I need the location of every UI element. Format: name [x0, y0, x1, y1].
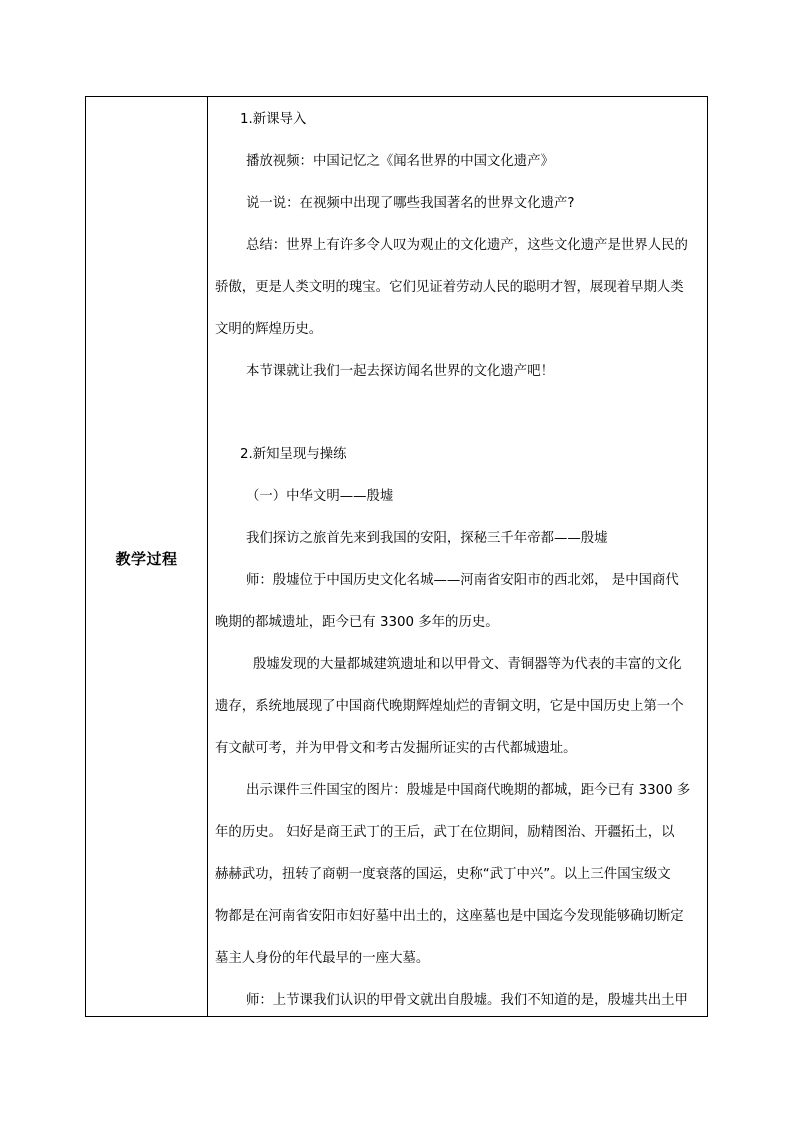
- lesson-table: [85, 96, 708, 1017]
- paragraph-line: 说一说：在视频中出现了哪些我国著名的世界文化遗产?: [246, 196, 575, 211]
- paragraph-line: 晚期的都城遗址，距今已有 3300 多年的历史。: [215, 615, 499, 630]
- paragraph-line: 赫赫武功，扭转了商朝一度衰落的国运，史称“武丁中兴”。以上三件国宝级文: [215, 867, 671, 882]
- paragraph-line: 师：殷墟位于中国历史文化名城——河南省安阳市的西北郊， 是中国商代: [246, 573, 679, 588]
- paragraph-line: 墓主人身份的年代最早的一座大墓。: [215, 951, 430, 966]
- paragraph-line: 我们探访之旅首先来到我国的安阳，探秘三千年帝都——殷墟: [246, 531, 608, 546]
- paragraph-line: 本节课就让我们一起去探访闻名世界的文化遗产吧！: [246, 364, 554, 379]
- paragraph-line: 年的历史。 妇好是商王武丁的王后，武丁在位期间，励精图治、开疆拓土，以: [215, 825, 675, 840]
- paragraph-line: 总结：世界上有许多令人叹为观止的文化遗产，这些文化遗产是世界人民的: [246, 238, 688, 253]
- paragraph-line: 骄傲，更是人类文明的瑰宝。它们见证着劳动人民的聪明才智，展现着早期人类: [215, 280, 684, 295]
- paragraph-line: 文明的辉煌历史。: [215, 322, 323, 337]
- heading-new-lesson: 1.新课导入: [240, 112, 307, 127]
- paragraph-line: 殷墟发现的大量都城建筑遗址和以甲骨文、青铜器等为代表的丰富的文化: [253, 657, 682, 672]
- label-cell: [86, 97, 208, 1016]
- paragraph-line: 物都是在河南省安阳市妇好墓中出土的，这座墓也是中国迄今发现能够确切断定: [215, 909, 684, 924]
- paragraph-line: 遗存，系统地展现了中国商代晚期辉煌灿烂的青铜文明，它是中国历史上第一个: [215, 699, 684, 714]
- paragraph-line: 出示课件三件国宝的图片：殷墟是中国商代晚期的都城，距今已有 3300 多: [246, 783, 691, 798]
- paragraph-line: 师：上节课我们认识的甲骨文就出自殷墟。我们不知道的是，殷墟共出土甲: [246, 993, 688, 1008]
- subheading-yinxu: （一）中华文明——殷墟: [246, 489, 394, 504]
- heading-new-knowledge: 2.新知呈现与操练: [240, 447, 347, 462]
- section-label: 教学过程: [115, 550, 178, 568]
- content-cell: [208, 97, 707, 1016]
- paragraph-line: 有文献可考，并为甲骨文和考古发掘所证实的古代都城遗址。: [215, 741, 577, 756]
- paragraph-line: 播放视频：中国记忆之《闻名世界的中国文化遗产》: [246, 154, 554, 169]
